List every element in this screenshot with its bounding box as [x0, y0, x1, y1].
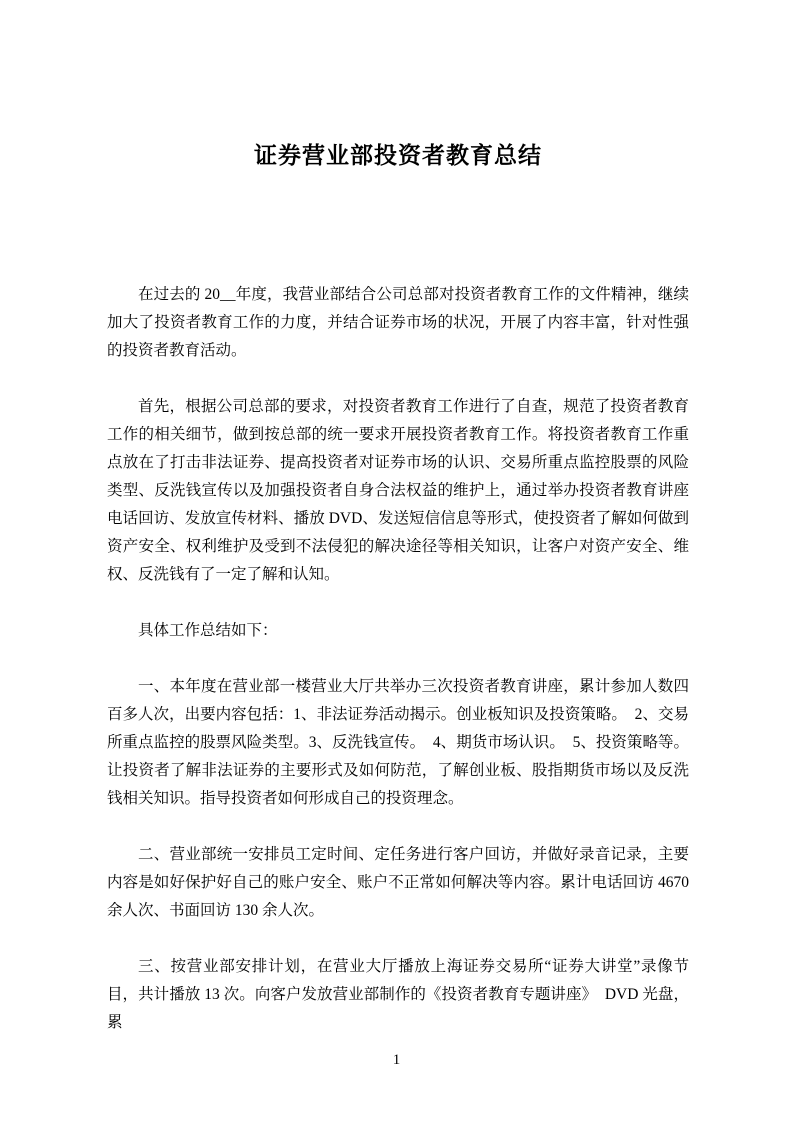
paragraph-intro: 在过去的 20__年度，我营业部结合公司总部对投资者教育工作的文件精神，继续加大了投资者教育工作的力度，并结合证券市场的状况，开展了内容丰富，针对性强的投资者教育活动。: [107, 286, 689, 359]
paragraph-item-2: 二、营业部统一安排员工定时间、定任务进行客户回访，并做好录音记录，主要内容是如好保护好自己的账户安全、账户不正常如何解决等内容。累计电话回访 4670 余人次、书面回访 130 余人次。: [107, 846, 689, 919]
page-number: 1: [392, 1052, 401, 1068]
paragraph-item-3: 三、按营业部安排计划，在营业大厅播放上海证券交易所“证券大讲堂”录像节目，共计播放 13 次。向客户发放营业部制作的《投资者教育专题讲座》 DVD 光盘，累: [107, 958, 689, 1031]
paragraph-self-check: 首先，根据公司总部的要求，对投资者教育工作进行了自查，规范了投资者教育工作的相关细节，做到按总部的统一要求开展投资者教育工作。将投资者教育工作重点放在了打击非法证券、提高投资者对证券市场的认识、交易所重点监控股票的风险类型、反洗钱宣传以及加强投资者自身合法权益的维护上，通过举办投资者教育讲座电话回访、发放宣传材料、播放 DVD、发送短信信息等形式，使投资者了解如何做到资产安全、权利维护及受到不法侵犯的解决途径等相关知识，让客户对资产安全、维权、反洗钱有了一定了解和认知。: [107, 398, 689, 583]
paragraph-item-1: 一、本年度在营业部一楼营业大厅共举办三次投资者教育讲座，累计参加人数四百多人次，出要内容包括：1、非法证券活动揭示。创业板知识及投资策略。 2、交易所重点监控的股票风险类型。3、反洗钱宣传。 4、期货市场认识。 5、投资策略等。让投资者了解非法证券的主要形式及如何防范，了解创业板、股指期货市场以及反洗钱相关知识。指导投资者如何形成自己的投资理念。: [107, 678, 689, 807]
document-title: 证券营业部投资者教育总结: [254, 143, 542, 168]
paragraph-summary-heading: 具体工作总结如下：: [138, 622, 278, 639]
